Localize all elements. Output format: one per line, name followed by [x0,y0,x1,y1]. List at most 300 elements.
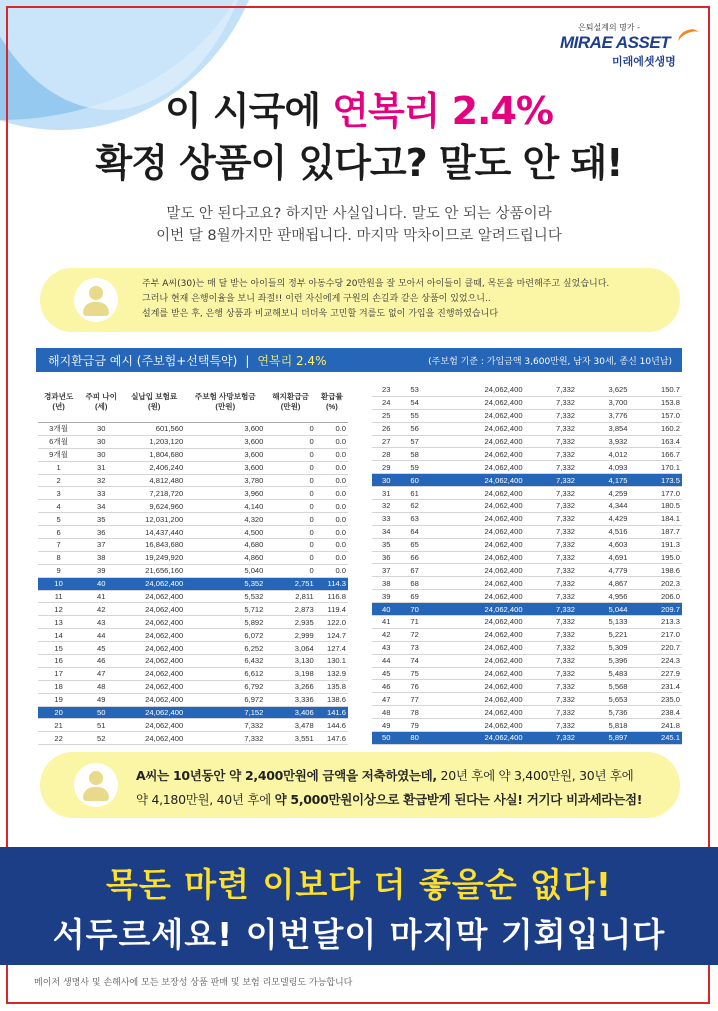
table-cell: 4,779 [577,564,629,577]
table-title-sep: | [245,354,250,368]
story-line2: 그러나 현재 은행이율을 보니 좌절!! 이런 자신에게 구원의 손길과 같은 상품이 있었으니.. [142,294,491,304]
table-cell: 7,332 [525,719,577,732]
table-cell: 45 [372,667,400,680]
table-cell: 6,252 [185,642,265,655]
table-cell: 3,932 [577,435,629,448]
table-cell: 0.0 [316,500,348,513]
table-cell: 22 [38,732,79,745]
table-cell: 195.0 [630,551,683,564]
table-cell: 7,332 [525,435,577,448]
table-cell: 7,218,720 [123,487,185,500]
table-cell: 17 [38,667,79,680]
table-cell: 24,062,400 [123,655,185,668]
table-cell: 78 [400,706,428,719]
table-cell: 25 [372,409,400,422]
table-cell: 3,600 [185,423,265,436]
table-cell: 80 [400,732,428,745]
table-cell: 4,691 [577,551,629,564]
table-header: 주피 나이 (세) [79,382,123,423]
table-cell: 35 [79,513,123,526]
table-row [372,435,682,448]
table-cell: 24,062,400 [429,487,525,500]
table-cell: 63 [400,512,428,525]
table-cell: 4,680 [185,539,265,552]
table-cell: 5,712 [185,603,265,616]
table-cell: 4,516 [577,525,629,538]
table-cell: 77 [400,693,428,706]
table-row [38,487,348,500]
table-cell: 601,560 [123,423,185,436]
table-cell: 4,603 [577,538,629,551]
table-cell: 24,062,400 [123,693,185,706]
table-cell: 3,776 [577,409,629,422]
table-cell: 13 [38,616,79,629]
table-cell: 34 [79,500,123,513]
table-row [372,616,682,629]
table-cell: 49 [372,719,400,732]
table-cell: 7,152 [185,706,265,719]
table-cell: 62 [400,500,428,513]
table-cell: 166.7 [630,448,683,461]
table-cell: 144.6 [316,719,348,732]
table-row [38,500,348,513]
table-cell: 19 [38,693,79,706]
table-cell: 5,736 [577,706,629,719]
table-cell: 74 [400,654,428,667]
table-cell: 6,072 [185,629,265,642]
table-row [372,551,682,564]
table-cell: 3,478 [265,719,315,732]
table-cell: 24,062,400 [123,577,185,590]
table-cell: 2,406,240 [123,461,185,474]
table-cell: 12,031,200 [123,513,185,526]
table-cell: 24,062,400 [429,706,525,719]
table-cell: 7,332 [525,628,577,641]
table-cell: 24,062,400 [123,680,185,693]
table-cell: 7,332 [525,461,577,474]
table-cell: 51 [79,719,123,732]
table-cell: 24,062,400 [123,732,185,745]
table-cell: 24 [372,396,400,409]
table-cell: 32 [372,500,400,513]
table-cell: 24,062,400 [123,603,185,616]
table-cell: 18 [38,680,79,693]
table-row [38,448,348,461]
table-row [372,422,682,435]
table-row [38,423,348,436]
table-cell: 150.7 [630,384,683,396]
table-cell: 64 [400,525,428,538]
table-cell: 6 [38,526,79,539]
table-cell: 12 [38,603,79,616]
table-row [38,539,348,552]
table-cell: 72 [400,628,428,641]
table-row [38,551,348,564]
table-cell: 24,062,400 [429,448,525,461]
summary-l2-a: 약 4,180만원, 40년 후에 [136,792,275,807]
table-cell: 202.3 [630,577,683,590]
table-cell: 70 [400,603,428,616]
table-cell: 191.3 [630,538,683,551]
table-cell: 7,332 [525,693,577,706]
table-cell: 47 [372,693,400,706]
table-cell: 147.6 [316,732,348,745]
table-cell: 19,249,920 [123,551,185,564]
table-row [372,461,682,474]
table-cell: 43 [372,641,400,654]
table-cell: 7,332 [185,732,265,745]
table-cell: 213.3 [630,616,683,629]
table-row [372,706,682,719]
table-cell: 5,309 [577,641,629,654]
table-header: 환급률 (%) [316,382,348,423]
table-cell: 231.4 [630,680,683,693]
table-cell: 24,062,400 [429,693,525,706]
table-cell: 73 [400,641,428,654]
table-cell: 24,062,400 [429,461,525,474]
table-cell: 5,818 [577,719,629,732]
table-cell: 7,332 [525,551,577,564]
table-cell: 7,332 [525,616,577,629]
table-cell: 3,600 [185,461,265,474]
table-row [372,628,682,641]
table-row [372,654,682,667]
table-cell: 135.8 [316,680,348,693]
table-cell: 173.5 [630,474,683,487]
table-cell: 5,532 [185,590,265,603]
table-cell: 24,062,400 [429,538,525,551]
table-row [372,500,682,513]
table-cell: 21 [38,719,79,732]
table-cell: 65 [400,538,428,551]
table-cell: 50 [79,706,123,719]
table-cell: 7,332 [185,719,265,732]
table-row [372,590,682,603]
banner-line2: 서두르세요! 이번달이 마지막 기회입니다 [52,915,666,954]
table-row [38,616,348,629]
table-cell: 24,062,400 [123,590,185,603]
table-cell: 48 [79,680,123,693]
table-cell: 24,062,400 [429,680,525,693]
table-cell: 44 [372,654,400,667]
table-row [38,603,348,616]
table-cell: 16 [38,655,79,668]
table-cell: 0 [265,448,315,461]
table-cell: 79 [400,719,428,732]
table-row [38,655,348,668]
table-cell: 4,956 [577,590,629,603]
table-cell: 5,897 [577,732,629,745]
table-cell: 7,332 [525,500,577,513]
table-cell: 10 [38,577,79,590]
table-cell: 7,332 [525,706,577,719]
table-cell: 0 [265,551,315,564]
table-row [38,435,348,448]
table-cell: 235.0 [630,693,683,706]
story-line3: 설계를 받은 후, 은행 상품과 비교해보니 더더욱 고민할 겨를도 없이 가입을 진행하였습니다 [142,309,499,319]
summary-l1-a: A씨는 10년동안 약 2,400만원에 금액을 저축하였는데, [136,768,437,783]
table-cell: 7,332 [525,680,577,693]
table-row [38,526,348,539]
table-cell: 38 [372,577,400,590]
table-cell: 4,175 [577,474,629,487]
table-cell: 66 [400,551,428,564]
table-cell: 224.3 [630,654,683,667]
table-cell: 157.0 [630,409,683,422]
table-row [372,538,682,551]
table-cell: 35 [372,538,400,551]
table-cell: 0 [265,435,315,448]
table-cell: 49 [79,693,123,706]
table-cell: 75 [400,667,428,680]
table-cell: 0.0 [316,435,348,448]
table-cell: 4 [38,500,79,513]
table-cell: 7,332 [525,512,577,525]
table-cell: 3,625 [577,384,629,396]
table-row [372,732,682,745]
headline-highlight: 연복리 2.4% [332,89,554,133]
table-cell: 1,203,120 [123,435,185,448]
table-cell: 54 [400,396,428,409]
table-row [38,590,348,603]
table-cell: 20 [38,706,79,719]
headline-line2: 확정 상품이 있다고? 말도 안 돼! [95,141,623,185]
table-cell: 71 [400,616,428,629]
table-cell: 24,062,400 [429,628,525,641]
table-cell: 132.9 [316,667,348,680]
story-box [40,268,680,332]
table-cell: 24,062,400 [123,719,185,732]
table-cell: 119.4 [316,603,348,616]
table-row [38,642,348,655]
table-cell: 9 [38,564,79,577]
table-row [372,525,682,538]
table-cell: 24,062,400 [429,500,525,513]
table-rate: 연복리 2.4% [257,354,327,368]
story-line1: 주부 A씨(30)는 매 달 받는 아이들의 정부 아동수당 20만원을 잘 모아서 아이들이 클때, 목돈을 마련해주고 싶었습니다. [142,279,610,289]
table-cell: 37 [372,564,400,577]
table-cell: 5 [38,513,79,526]
table-cell: 24,062,400 [429,512,525,525]
table-cell: 0.0 [316,513,348,526]
table-cell: 69 [400,590,428,603]
table-cell: 4,012 [577,448,629,461]
table-row [372,641,682,654]
table-header: 주보험 사망보험금 (만원) [185,382,265,423]
table-cell: 24,062,400 [429,396,525,409]
table-cell: 76 [400,680,428,693]
table-cell: 39 [372,590,400,603]
table-header: 해지환급금 (만원) [265,382,315,423]
table-cell: 245.1 [630,732,683,745]
table-cell: 24,062,400 [123,629,185,642]
table-row [372,487,682,500]
table-header: 실납입 보험료 (원) [123,382,185,423]
table-cell: 0 [265,461,315,474]
table-cell: 116.8 [316,590,348,603]
table-row [38,474,348,487]
table-cell: 26 [372,422,400,435]
table-row [38,461,348,474]
table-cell: 7 [38,539,79,552]
cta-banner [0,847,718,965]
table-cell: 24,062,400 [123,616,185,629]
table-cell: 1 [38,461,79,474]
table-cell: 0 [265,526,315,539]
table-cell: 14,437,440 [123,526,185,539]
table-cell: 38 [79,551,123,564]
table-cell: 33 [372,512,400,525]
table-cell: 30 [372,474,400,487]
table-cell: 24,062,400 [429,384,525,396]
table-title: 해지환급금 예시 (주보험+선택특약) [48,354,238,368]
table-cell: 4,860 [185,551,265,564]
table-cell: 4,867 [577,577,629,590]
table-cell: 209.7 [630,603,683,616]
table-cell: 9,624,960 [123,500,185,513]
table-cell: 60 [400,474,428,487]
table-cell: 3,600 [185,435,265,448]
table-cell: 31 [79,461,123,474]
table-cell: 5,483 [577,667,629,680]
table-cell: 44 [79,629,123,642]
table-cell: 5,396 [577,654,629,667]
table-cell: 41 [372,616,400,629]
table-cell: 206.0 [630,590,683,603]
table-cell: 28 [372,448,400,461]
table-cell: 3,336 [265,693,315,706]
table-cell: 45 [79,642,123,655]
table-cell: 9개월 [38,448,79,461]
table-cell: 0 [265,513,315,526]
table-cell: 6,432 [185,655,265,668]
table-basis: (주보험 기준 : 가입금액 3,600만원, 남자 30세, 종신 10년납) [428,357,672,367]
table-cell: 0.0 [316,551,348,564]
subtitle-line2: 이번 달 8월까지만 판매됩니다. 마지막 막차이므로 알려드립니다 [156,228,562,244]
table-row [38,706,348,719]
table-row [372,474,682,487]
table-cell: 4,320 [185,513,265,526]
table-title-bar [36,348,682,372]
logo-name-ko: 미래에셋생명 [612,55,676,68]
table-cell: 5,653 [577,693,629,706]
table-cell: 48 [372,706,400,719]
table-cell: 217.0 [630,628,683,641]
table-cell: 23 [372,384,400,396]
table-cell: 61 [400,487,428,500]
table-row [372,603,682,616]
table-cell: 24,062,400 [429,409,525,422]
table-row [372,719,682,732]
table-row [372,667,682,680]
table-cell: 24,062,400 [123,667,185,680]
table-cell: 3,198 [265,667,315,680]
table-row [38,667,348,680]
table-row [38,693,348,706]
table-cell: 24,062,400 [429,654,525,667]
table-cell: 5,221 [577,628,629,641]
footer-note: 메이저 생명사 및 손해사에 모든 보장성 상품 판매 및 보험 리모델링도 가능합니다 [34,978,353,988]
table-cell: 180.5 [630,500,683,513]
table-cell: 46 [372,680,400,693]
refund-table-right [372,384,682,745]
table-cell: 24,062,400 [429,603,525,616]
table-cell: 7,332 [525,384,577,396]
headline-line1 [0,80,718,135]
table-cell: 4,093 [577,461,629,474]
table-cell: 0.0 [316,448,348,461]
table-cell: 24,062,400 [429,551,525,564]
table-row [372,512,682,525]
table-cell: 24,062,400 [429,732,525,745]
table-cell: 24,062,400 [429,474,525,487]
logo-tagline: 은퇴설계의 명가 - [578,23,641,32]
table-cell: 3,551 [265,732,315,745]
table-cell: 7,332 [525,538,577,551]
table-cell: 0.0 [316,474,348,487]
table-cell: 24,062,400 [429,525,525,538]
table-cell: 0 [265,500,315,513]
table-row [38,732,348,745]
summary-box [40,752,680,818]
table-row [38,513,348,526]
table-cell: 32 [79,474,123,487]
table-cell: 7,332 [525,641,577,654]
table-cell: 3,600 [185,448,265,461]
avatar-icon [74,763,118,807]
table-cell: 3,780 [185,474,265,487]
table-cell: 0 [265,487,315,500]
table-cell: 24,062,400 [429,616,525,629]
table-cell: 2,999 [265,629,315,642]
table-cell: 24,062,400 [429,577,525,590]
table-cell: 3,700 [577,396,629,409]
table-cell: 24,062,400 [429,719,525,732]
table-cell: 52 [79,732,123,745]
banner-line1: 목돈 마련 이보다 더 좋을순 없다! [106,865,612,904]
table-cell: 4,140 [185,500,265,513]
table-cell: 57 [400,435,428,448]
table-cell: 4,344 [577,500,629,513]
table-cell: 3,406 [265,706,315,719]
table-row [38,577,348,590]
table-cell: 47 [79,667,123,680]
table-cell: 42 [79,603,123,616]
table-cell: 0 [265,564,315,577]
table-cell: 5,892 [185,616,265,629]
table-cell: 184.1 [630,512,683,525]
table-cell: 114.3 [316,577,348,590]
table-cell: 24,062,400 [429,590,525,603]
table-cell: 0.0 [316,526,348,539]
summary-l1-b: 20년 후에 약 3,400만원, 30년 후에 [436,768,634,783]
summary-l2-b: 약 5,000만원이상으로 환급받게 된다는 사실! 거기다 비과세라는점! [274,792,643,807]
table-row [38,719,348,732]
table-row [38,629,348,642]
table-cell: 0 [265,474,315,487]
table-cell: 7,332 [525,732,577,745]
table-cell: 122.0 [316,616,348,629]
table-cell: 127.4 [316,642,348,655]
table-cell: 3,960 [185,487,265,500]
table-cell: 14 [38,629,79,642]
table-cell: 68 [400,577,428,590]
table-header: 경과년도 (년) [38,382,79,423]
table-cell: 7,332 [525,487,577,500]
table-cell: 5,040 [185,564,265,577]
table-cell: 3,064 [265,642,315,655]
table-cell: 50 [372,732,400,745]
